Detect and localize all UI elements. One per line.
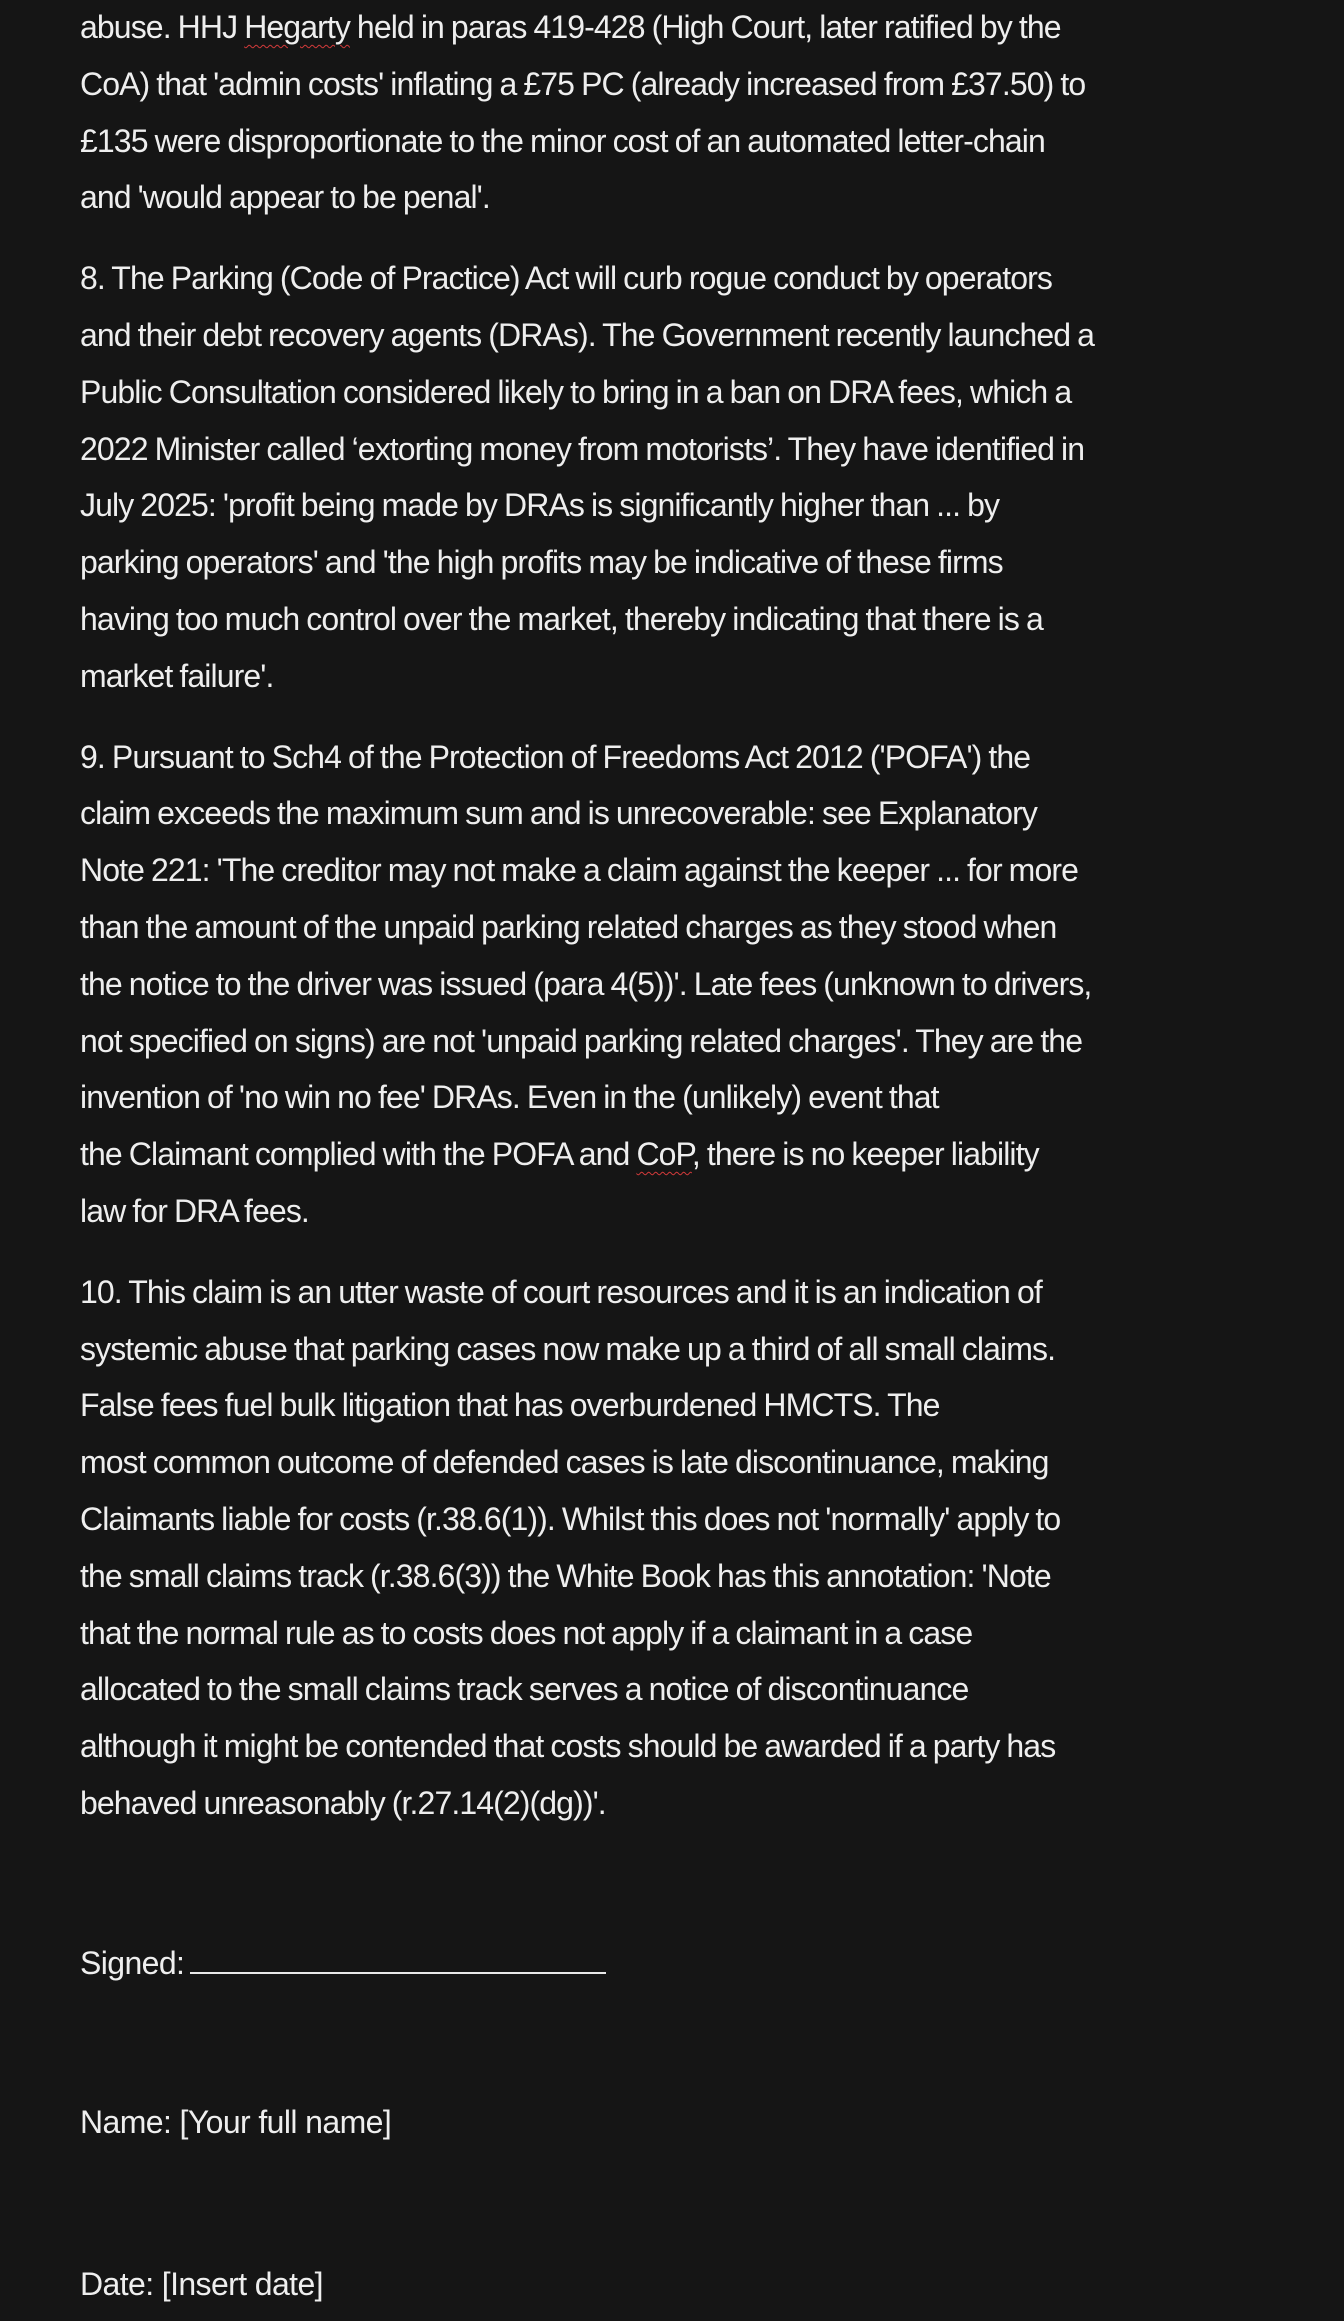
text-line: invention of 'no win no fee' DRAs. Even in the (unlikely) event that	[80, 1079, 939, 1116]
text-line: the small claims track (r.38.6(3)) the White Book has this annotation: 'Note	[80, 1557, 1051, 1594]
text-line: although it might be contended that costs should be awarded if a party has	[80, 1728, 1056, 1765]
text-line: not specified on signs) are not 'unpaid parking related charges'. They are the	[80, 1022, 1083, 1059]
text-line: and 'would appear to be penal'.	[80, 179, 490, 216]
paragraph-10	[80, 1264, 1280, 1832]
text-line: CoA) that 'admin costs' inflating a £75 PC (already increased from £37.50) to	[80, 65, 1086, 102]
paragraph-9	[80, 729, 1280, 1240]
text-line: 9. Pursuant to Sch4 of the Protection of Freedoms Act 2012 ('POFA') the	[80, 738, 1031, 775]
misspelled-word[interactable]: CoP	[636, 1136, 692, 1173]
text-line: most common outcome of defended cases is late discontinuance, making	[80, 1444, 1049, 1481]
text-line: and their debt recovery agents (DRAs). The Government recently launched a	[80, 316, 1095, 353]
text-line: allocated to the small claims track serves a notice of discontinuance	[80, 1671, 969, 1708]
text-line: the notice to the driver was issued (para 4(5))'. Late fees (unknown to drivers,	[80, 965, 1092, 1002]
text-line: the Claimant complied with the POFA and CoP, there is no keeper liability	[80, 1136, 1039, 1173]
date-line: Date: [Insert date]	[80, 2266, 323, 2302]
text-line: Note 221: 'The creditor may not make a claim against the keeper ... for more	[80, 852, 1078, 889]
signature-line	[80, 1942, 606, 1982]
name-line: Name: [Your full name]	[80, 2104, 392, 2140]
text-line: than the amount of the unpaid parking related charges as they stood when	[80, 908, 1057, 945]
text-line: law for DRA fees.	[80, 1192, 309, 1229]
text-line: Public Consultation considered likely to bring in a ban on DRA fees, which a	[80, 373, 1072, 410]
text-line: that the normal rule as to costs does not apply if a claimant in a case	[80, 1614, 973, 1651]
text-line: abuse. HHJ Hegarty held in paras 419-428 (High Court, later ratified by the	[80, 9, 1061, 45]
text-line: False fees fuel bulk litigation that has overburdened HMCTS. The	[80, 1387, 940, 1424]
text-line: market failure'.	[80, 657, 274, 694]
text-line: Claimants liable for costs (r.38.6(1)). Whilst this does not 'normally' apply to	[80, 1500, 1061, 1537]
text-line: having too much control over the market, thereby indicating that there is a	[80, 600, 1043, 637]
document-body[interactable]	[80, 0, 1280, 1856]
text-line: July 2025: 'profit being made by DRAs is significantly higher than ... by	[80, 487, 1000, 524]
text-line: parking operators' and 'the high profits may be indicative of these firms	[80, 544, 1003, 581]
paragraph-7-continued	[80, 0, 1280, 226]
text-line: £135 were disproportionate to the minor cost of an automated letter-chain	[80, 122, 1045, 159]
signed-label: Signed:	[80, 1945, 185, 1981]
text-line: systemic abuse that parking cases now make up a third of all small claims.	[80, 1330, 1056, 1367]
paragraph-8	[80, 250, 1280, 704]
text-line: 10. This claim is an utter waste of court resources and it is an indication of	[80, 1273, 1042, 1310]
text-line: behaved unreasonably (r.27.14(2)(dg))'.	[80, 1784, 606, 1821]
text-line: 8. The Parking (Code of Practice) Act will curb rogue conduct by operators	[80, 260, 1052, 297]
text-line: 2022 Minister called ‘extorting money from motorists’. They have identified in	[80, 430, 1085, 467]
signature-blank[interactable]	[190, 1942, 606, 1974]
misspelled-word[interactable]: Hegarty	[244, 9, 350, 45]
text-line: claim exceeds the maximum sum and is unrecoverable: see Explanatory	[80, 795, 1037, 832]
